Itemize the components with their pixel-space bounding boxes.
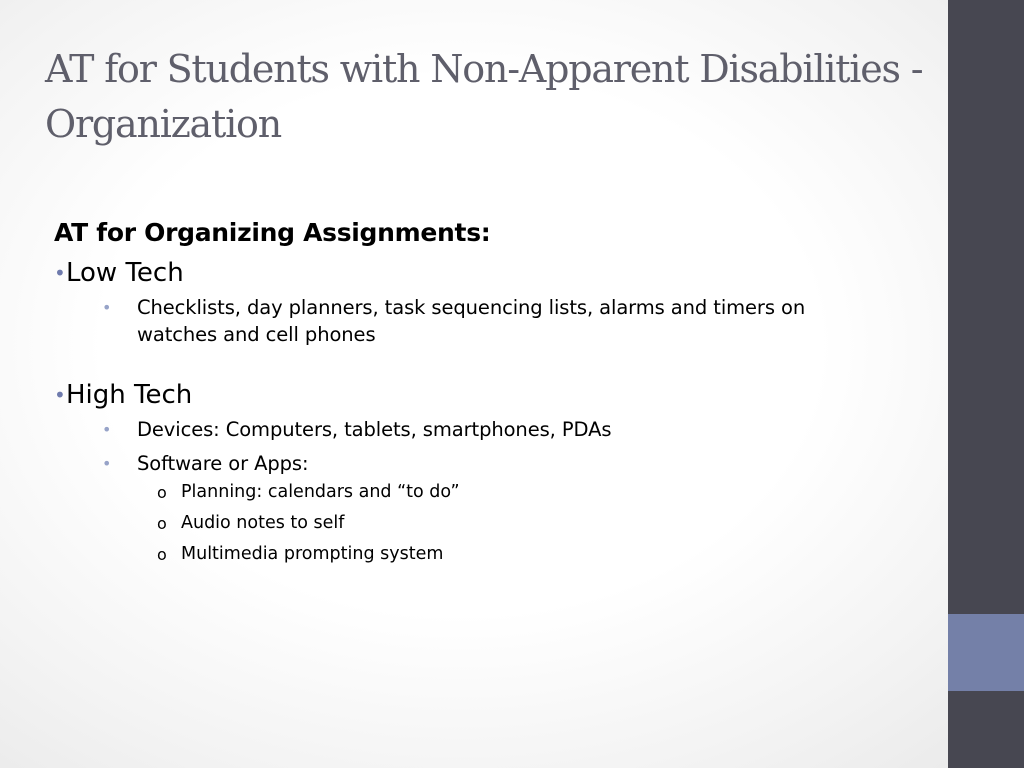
bullet-label: High Tech	[66, 380, 193, 410]
sub-bullet-software	[54, 450, 877, 477]
sub-sub-bullet-planning	[54, 477, 934, 508]
section-heading: AT for Organizing Assignments:	[54, 218, 491, 247]
sub-sub-bullet-text: Multimedia prompting system	[181, 544, 444, 564]
bullet-high-tech	[54, 378, 934, 412]
sub-bullet-text: Devices: Computers, tablets, smartphones, PDAs	[137, 418, 612, 441]
bullet-dot: •	[54, 261, 66, 285]
sub-bullet-low-tech-items	[54, 294, 877, 348]
sub-bullet-dot: •	[102, 420, 112, 439]
slide-body	[54, 214, 934, 570]
bullet-dot: •	[54, 383, 66, 407]
sub-sub-bullet-text: Planning: calendars and “to do”	[181, 482, 460, 502]
sub-sub-bullet-text: Audio notes to self	[181, 513, 345, 533]
sub-bullet-text: Checklists, day planners, task sequencing lists, alarms and timers on watches and cell phones	[137, 296, 806, 346]
bullet-label: Low Tech	[66, 258, 184, 288]
circle-bullet-marker: o	[157, 545, 167, 564]
sub-bullet-dot: •	[102, 298, 112, 317]
sub-bullet-dot: •	[102, 454, 112, 473]
sub-sub-bullet-audio-notes	[54, 508, 934, 539]
sub-bullet-devices	[54, 416, 877, 443]
sub-sub-bullet-multimedia	[54, 539, 934, 570]
sub-bullet-text: Software or Apps:	[137, 452, 309, 475]
circle-bullet-marker: o	[157, 483, 167, 502]
slide-title: AT for Students with Non-Apparent Disabilities - Organization	[45, 47, 923, 146]
circle-bullet-marker: o	[157, 514, 167, 533]
side-accent-block	[948, 614, 1024, 691]
bullet-low-tech	[54, 256, 934, 290]
